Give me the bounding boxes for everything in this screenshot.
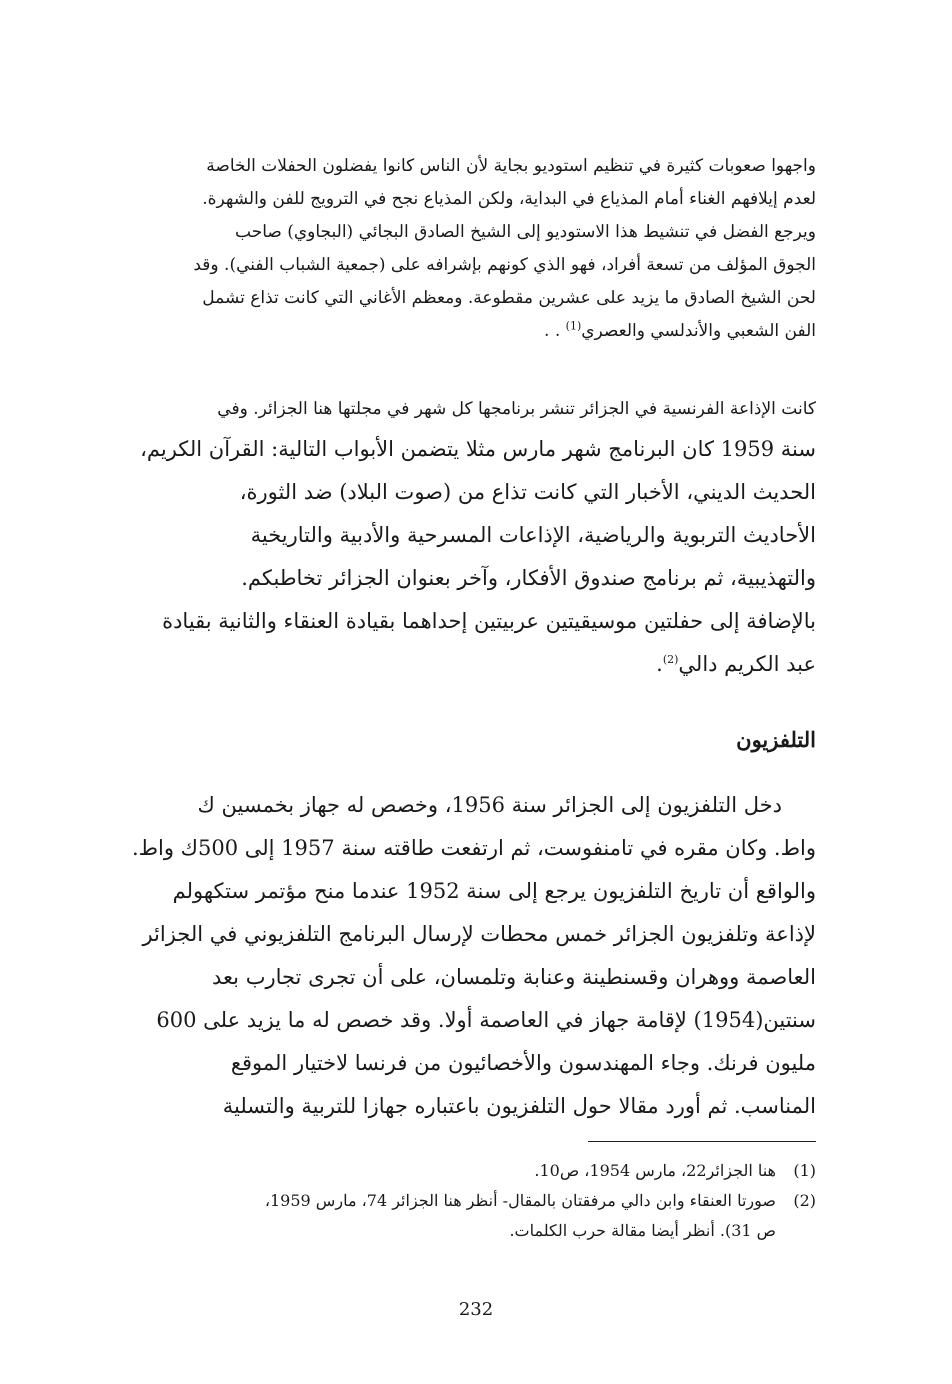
text-line: بالإضافة إلى حفلتين موسيقيتين عربيتين إحداهما بقيادة العنقاء والثانية بقيادة: [162, 609, 816, 633]
footnote-number: (1): [793, 1161, 816, 1180]
text-line: سنتين(1954) لإقامة جهاز في العاصمة أولا. وقد خصص له ما يزيد على 600: [156, 1008, 816, 1032]
text-line: لإذاعة وتلفزيون الجزائر خمس محطات لإرسال البرنامج التلفزيوني في الجزائر: [142, 922, 816, 946]
text-line: ويرجع الفضل في تنشيط هذا الاستوديو إلى الشيخ الصادق البجائي (البجاوي) صاحب: [235, 222, 816, 242]
text-line: كانت الإذاعة الفرنسية في الجزائر تنشر برنامجها كل شهر في مجلتها هنا الجزائر. وفي: [217, 399, 816, 419]
footnote-text: [84, 1156, 776, 1186]
text-line: الجوق المؤلف من تسعة أفراد، فهو الذي كونهم بإشرافه على (جمعية الشباب الفني). وقد: [193, 255, 816, 275]
text-line: لحن الشيخ الصادق ما يزيد على عشرين مقطوعة. ومعظم الأغاني التي كانت تذاع تشمل: [202, 288, 816, 308]
text-line: واط. وكان مقره في تامنفوست، ثم ارتفعت طاقته سنة 1957 إلى 500ك واط.: [131, 836, 816, 860]
text-line: المناسب. ثم أورد مقالا حول التلفزيون باعتباره جهازا للتربية والتسلية: [222, 1094, 816, 1118]
text-segment: .: [656, 652, 663, 676]
text-line: دخل التلفزيون إلى الجزائر سنة 1956، وخصص له جهاز بخمسين ك: [197, 793, 782, 817]
footnote-line: صورتا العنقاء وابن دالي مرفقتان بالمقال- أنظر هنا الجزائر 74، مارس 1959،: [264, 1191, 776, 1210]
footnote-2: [84, 1186, 816, 1246]
text-line: لعدم إيلافهم الغناء أمام المذياع في البداية، ولكن المذياع نجح في الترويج للفن والشهرة.: [202, 189, 816, 209]
text-line-last: [84, 315, 816, 348]
text-line: العاصمة ووهران وقسنطينة وعنابة وتلمسان، على أن تجرى تجارب بعد: [212, 965, 816, 989]
paragraph-television: [84, 784, 816, 1128]
text-segment: عبد الكريم دالي: [678, 652, 816, 676]
text-segment: الفن الشعبي والأندلسي والعصري: [581, 321, 816, 341]
footnote-number: (2): [793, 1191, 816, 1210]
text-line: الحديث الديني، الأخبار التي كانت تذاع من (صوت البلاد) ضد الثورة،: [239, 480, 816, 504]
footnote-line: ص 31). أنظر أيضا مقالة حرب الكلمات.: [509, 1221, 776, 1240]
text-line: والتهذيبية، ثم برنامج صندوق الأفكار، وآخر بعنوان الجزائر تخاطبكم.: [241, 566, 816, 590]
text-line: سنة 1959 كان البرنامج شهر مارس مثلا يتضمن الأبواب التالية: القرآن الكريم،: [140, 437, 816, 461]
footnote-reference: (1): [565, 319, 582, 333]
footnote-text: [84, 1186, 776, 1246]
footnote-1: [84, 1156, 816, 1186]
footnote-line: هنا الجزائر22، مارس 1954، ص10.: [534, 1161, 776, 1180]
page-number: 232: [458, 1299, 494, 1320]
text-line: واجهوا صعوبات كثيرة في تنظيم استوديو بجاية لأن الناس كانوا يفضلون الحفلات الخاصة: [206, 156, 816, 176]
text-line-last: [84, 643, 816, 686]
text-line: الأحاديث التربوية والرياضية، الإذاعات المسرحية والأدبية والتاريخية: [250, 523, 816, 547]
text-segment: . .: [544, 321, 566, 341]
footnotes: [84, 1156, 816, 1246]
section-heading: التلفزيون: [736, 727, 816, 752]
footnote-reference: (2): [662, 653, 679, 666]
footnote-separator: [588, 1141, 816, 1142]
text-line: والواقع أن تاريخ التلفزيون يرجع إلى سنة 1952 عندما منح مؤتمر ستكهولم: [172, 879, 816, 903]
paragraph-studio-bejaia: [84, 150, 816, 348]
paragraph-french-radio: [84, 390, 816, 686]
text-line: مليون فرنك. وجاء المهندسون والأخصائيون من فرنسا لاختيار الموقع: [230, 1051, 816, 1075]
